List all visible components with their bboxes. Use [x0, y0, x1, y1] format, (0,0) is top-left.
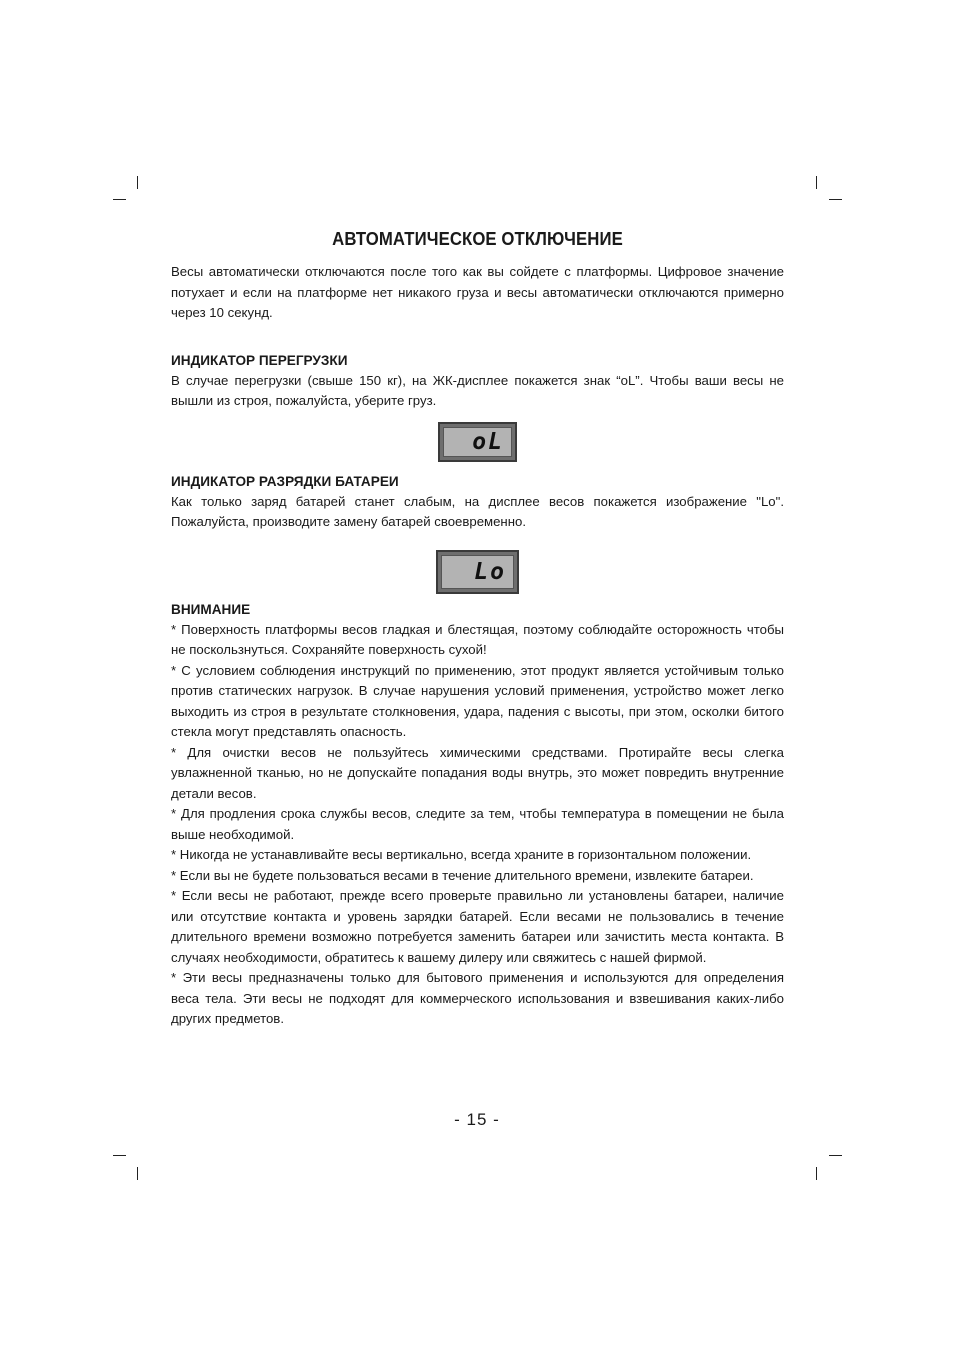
crop-mark-bottom-right-horizontal [829, 1155, 842, 1156]
overload-heading: ИНДИКАТОР ПЕРЕГРУЗКИ [171, 352, 348, 368]
warning-heading: ВНИМАНИЕ [171, 601, 251, 617]
warning-item: * Никогда не устанавливайте весы вертикально, всегда храните в горизонтальном положении. [171, 847, 752, 862]
battery-lcd-display [436, 550, 519, 594]
crop-mark-top-left-vertical [137, 176, 138, 189]
page-title: АВТОМАТИЧЕСКОЕ ОТКЛЮЧЕНИЕ [332, 229, 623, 249]
warning-list [171, 620, 784, 1030]
overload-lcd-readout: oL [443, 427, 512, 457]
battery-heading: ИНДИКАТОР РАЗРЯДКИ БАТАРЕИ [171, 473, 399, 489]
crop-mark-bottom-left-vertical [137, 1167, 138, 1180]
overload-lcd-display [438, 422, 517, 462]
intro-paragraph: Весы автоматически отключаются после того как вы сойдете с платформы. Цифровое значение потухает и если на платформе нет никакого груза и весы автоматически отключаются примерно через 10 секунд. [171, 264, 784, 320]
warning-item: * Для продления срока службы весов, следите за тем, чтобы температура в помещении не была выше необходимой. [171, 806, 784, 842]
crop-mark-bottom-left-horizontal [113, 1155, 126, 1156]
battery-display-wrap [171, 550, 784, 594]
page-number: - 15 - [454, 1110, 500, 1129]
warning-item: * Эти весы предназначены только для бытового применения и используются для определения веса тела. Эти весы не подходят для коммерческого использования и взвешивания каких-либо других предметов. [171, 970, 784, 1026]
crop-mark-top-right-horizontal [829, 199, 842, 200]
page-content [171, 229, 784, 1030]
warning-item: * Для очистки весов не пользуйтесь химическими средствами. Протирайте весы слегка увлажненной тканью, но не допускайте попадания воды внутрь, это может повредить внутренние детали весов. [171, 744, 784, 801]
battery-paragraph: Как только заряд батарей станет слабым, на дисплее весов покажется изображение "Lo". Пожалуйста, производите замену батарей своевременно. [171, 493, 784, 529]
warning-item: * Если вы не будете пользоваться весами в течение длительного времени, извлеките батареи. [171, 867, 754, 883]
crop-mark-top-right-vertical [816, 176, 817, 189]
overload-paragraph: В случае перегрузки (свыше 150 кг), на ЖК-дисплее покажется знак “oL”. Чтобы ваши весы не вышли из строя, пожалуйста, уберите груз. [171, 372, 784, 408]
warning-item: * С условием соблюдения инструкций по применению, этот продукт является устойчивым только против статических нагрузок. В случае нарушения условий применения, устройство может легко выходить из строя в результате столкновения, удара, падения с высоты, при этом, осколки битого стекла могут представлять опасность. [171, 662, 784, 739]
crop-mark-bottom-right-vertical [816, 1167, 817, 1180]
warning-item: * Поверхность платформы весов гладкая и блестящая, поэтому соблюдайте осторожность чтобы не поскользнуться. Сохраняйте поверхность сухой! [171, 621, 784, 657]
crop-mark-top-left-horizontal [113, 199, 126, 200]
overload-display-wrap [171, 422, 784, 462]
warning-item: * Если весы не работают, прежде всего проверьте правильно ли установлены батареи, наличие или отсутствие контакта и уровень зарядки батарей. Если весами не пользовались в течение длительного времени возможно потребуется заменить батареи или зачистить места контакта. В случаях необходимости, обратитесь к вашему дилеру или свяжитесь с нашей фирмой. [171, 888, 784, 965]
battery-lcd-readout: Lo [441, 555, 514, 589]
